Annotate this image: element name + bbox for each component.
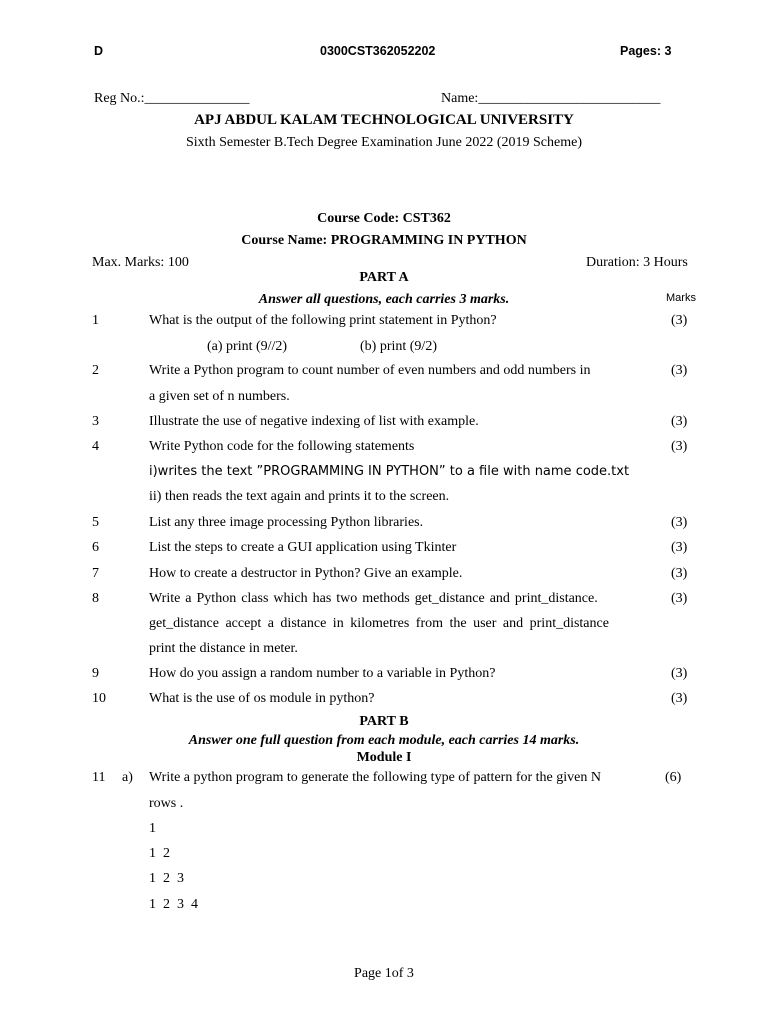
marks-column-header: Marks	[666, 292, 696, 304]
question-marks: (3)	[671, 313, 688, 328]
name-field: Name:__________________________	[441, 91, 661, 106]
course-code: Course Code: CST362	[317, 211, 451, 226]
pattern-row: 1 2	[149, 846, 170, 861]
question-text: How to create a destructor in Python? Give an example.	[149, 566, 463, 581]
part-b-title: PART B	[359, 714, 409, 729]
pattern-row: 1 2 3 4	[149, 897, 198, 912]
question-text: List the steps to create a GUI application using Tkinter	[149, 540, 457, 555]
course-name: Course Name: PROGRAMMING IN PYTHON	[241, 233, 527, 248]
page-footer: Page 1of 3	[354, 966, 414, 981]
question-text: Illustrate the use of negative indexing of list with example.	[149, 414, 479, 429]
question-text: Write Python code for the following statements	[149, 439, 415, 454]
question-number: 2	[92, 363, 99, 378]
pattern-row: 1	[149, 821, 156, 836]
question-text: How do you assign a random number to a variable in Python?	[149, 666, 496, 681]
question-marks: (3)	[671, 515, 688, 530]
question-number: 11	[92, 770, 106, 785]
question-option: (b) print (9/2)	[360, 339, 437, 354]
question-marks: (3)	[671, 666, 688, 681]
question-number: 4	[92, 439, 99, 454]
question-number: 8	[92, 591, 99, 606]
question-text: What is the use of os module in python?	[149, 691, 375, 706]
question-text: a given set of n numbers.	[149, 389, 290, 404]
paper-code: 0300CST362052202	[320, 44, 436, 58]
question-text: Write a Python class which has two methods get_distance and print_distance.	[149, 591, 598, 606]
question-marks: (6)	[665, 770, 682, 785]
part-b-instruction: Answer one full question from each module, each carries 14 marks.	[188, 733, 580, 748]
question-text: List any three image processing Python libraries.	[149, 515, 424, 530]
question-text: ii) then reads the text again and prints it to the screen.	[149, 489, 450, 504]
duration: Duration: 3 Hours	[586, 255, 688, 270]
question-text: Write a Python program to count number of even numbers and odd numbers in	[149, 363, 591, 378]
question-marks: (3)	[671, 691, 688, 706]
question-option: (a) print (9//2)	[207, 339, 288, 354]
question-text: Write a python program to generate the following type of pattern for the given N	[149, 770, 601, 785]
question-marks: (3)	[671, 540, 688, 555]
question-marks: (3)	[671, 414, 688, 429]
question-text: i)writes the text ”PROGRAMMING IN PYTHON” to a file with name code.txt	[149, 464, 630, 479]
question-text: rows .	[149, 796, 184, 811]
question-number: 1	[92, 313, 99, 328]
page-count: Pages: 3	[620, 44, 672, 58]
question-text: get_distance accept a distance in kilometres from the user and print_distance	[149, 616, 609, 631]
question-number: 9	[92, 666, 99, 681]
question-text: print the distance in meter.	[149, 641, 298, 656]
part-a-instruction: Answer all questions, each carries 3 marks.	[258, 292, 510, 307]
question-marks: (3)	[671, 566, 688, 581]
question-marks: (3)	[671, 363, 688, 378]
question-marks: (3)	[671, 439, 688, 454]
question-number: 7	[92, 566, 99, 581]
part-a-title: PART A	[359, 270, 409, 285]
question-text: What is the output of the following print statement in Python?	[149, 313, 497, 328]
sub-question-label: a)	[122, 770, 133, 785]
reg-no-field: Reg No.:_______________	[94, 91, 250, 106]
module-title: Module I	[356, 750, 412, 765]
question-number: 10	[92, 691, 106, 706]
question-number: 6	[92, 540, 99, 555]
university-title: APJ ABDUL KALAM TECHNOLOGICAL UNIVERSITY	[194, 112, 574, 128]
max-marks: Max. Marks: 100	[92, 255, 189, 270]
question-number: 5	[92, 515, 99, 530]
exam-title: Sixth Semester B.Tech Degree Examination June 2022 (2019 Scheme)	[186, 135, 582, 150]
paper-set: D	[94, 44, 104, 58]
question-marks: (3)	[671, 591, 688, 606]
question-number: 3	[92, 414, 99, 429]
pattern-row: 1 2 3	[149, 871, 184, 886]
